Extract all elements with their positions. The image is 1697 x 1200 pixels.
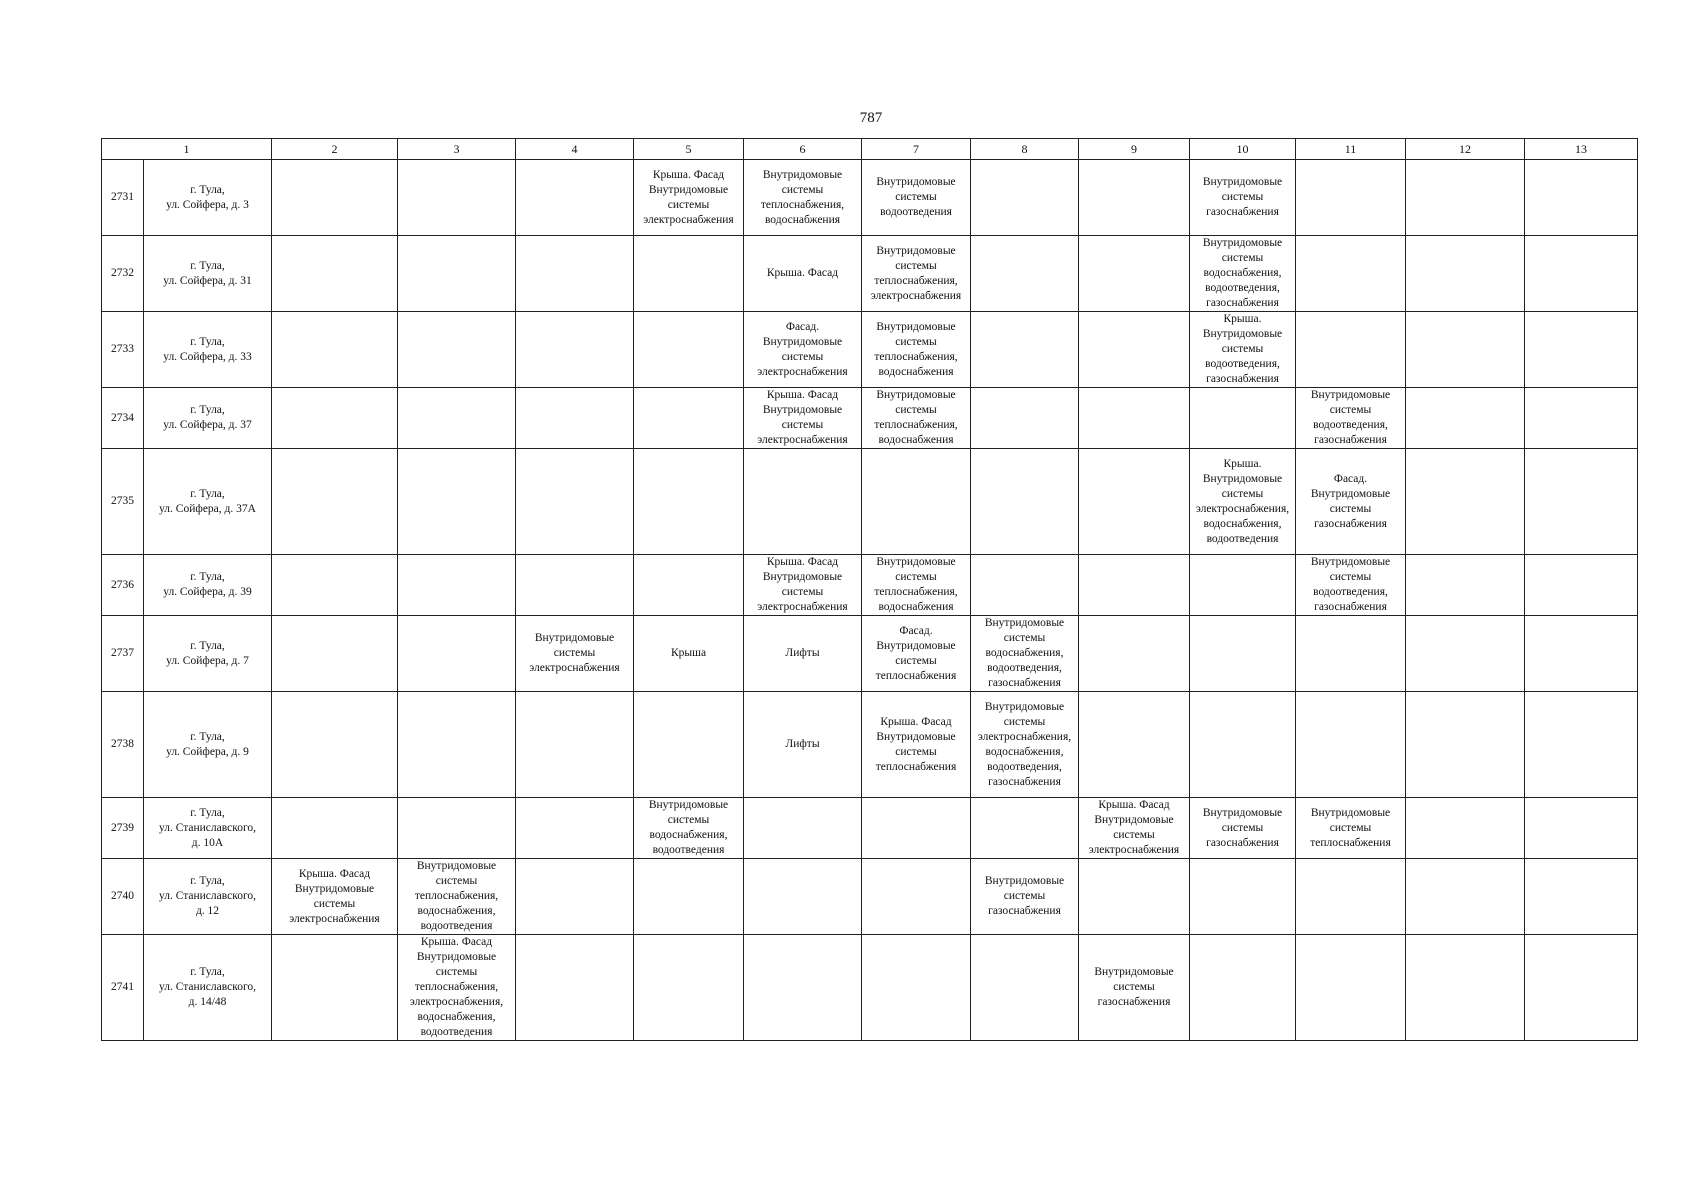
work-cell: [1079, 160, 1190, 236]
work-cell: [1525, 616, 1638, 692]
work-cell: [862, 692, 971, 798]
work-cell: [1190, 692, 1296, 798]
work-cell: [398, 616, 516, 692]
work-cell: [516, 798, 634, 859]
work-cell: [744, 160, 862, 236]
row-number: 2738: [102, 692, 144, 798]
work-cell: [634, 236, 744, 312]
address-cell: [144, 555, 272, 616]
work-cell: [634, 555, 744, 616]
work-cell: [398, 388, 516, 449]
table-row: [102, 449, 1638, 555]
work-cell: [1406, 236, 1525, 312]
work-cell: [744, 555, 862, 616]
work-cell: [1406, 555, 1525, 616]
work-text: Крыша: [670, 647, 707, 659]
work-cell: [862, 449, 971, 555]
work-cell: [1296, 935, 1406, 1041]
work-cell: [862, 798, 971, 859]
work-cell: [1079, 449, 1190, 555]
address-cell: [144, 798, 272, 859]
address-line: ул. Сойфера, д. 9: [166, 745, 249, 758]
work-text: Внутридомовые системы газоснабжения: [984, 875, 1065, 917]
work-cell: [1525, 312, 1638, 388]
address-cell: [144, 692, 272, 798]
table-row: [102, 312, 1638, 388]
work-cell: [398, 859, 516, 935]
work-cell: [862, 859, 971, 935]
address-line: г. Тула,: [190, 335, 225, 348]
address-line: ул. Сойфера, д. 33: [163, 350, 252, 363]
column-header: 10: [1190, 139, 1296, 160]
work-text: Внутридомовые системы газоснабжения: [1202, 806, 1283, 849]
work-cell: [1079, 312, 1190, 388]
column-header: 5: [634, 139, 744, 160]
work-cell: [1190, 160, 1296, 236]
work-cell: [634, 935, 744, 1041]
work-cell: [398, 236, 516, 312]
work-cell: [398, 449, 516, 555]
work-cell: [971, 555, 1079, 616]
housing-repair-table: [101, 138, 1638, 1041]
address-line: г. Тула,: [190, 183, 225, 196]
row-number: 2739: [102, 798, 144, 859]
address-cell: [144, 449, 272, 555]
work-cell: [516, 312, 634, 388]
work-cell: [272, 555, 398, 616]
address-line: ул. Сойфера, д. 31: [163, 274, 252, 287]
column-header: 1: [102, 139, 272, 160]
work-cell: [971, 236, 1079, 312]
address-line: ул. Станиславского,: [158, 981, 257, 993]
work-cell: [1296, 859, 1406, 935]
work-text: Крыша. Фасад Внутридомовые системы теплоснабжения, электроснабжения, водоснабжения, водоотведения: [409, 936, 504, 1038]
table-row: [102, 236, 1638, 312]
work-cell: [272, 859, 398, 935]
work-cell: [1296, 692, 1406, 798]
address-line: ул. Сойфера, д. 37А: [159, 502, 256, 515]
work-cell: [634, 616, 744, 692]
address-cell: [144, 935, 272, 1041]
work-cell: [1190, 616, 1296, 692]
work-cell: [1525, 160, 1638, 236]
work-text: Фасад. Внутридомовые системы электроснабжения: [757, 320, 848, 378]
row-number: 2734: [102, 388, 144, 449]
work-text: Внутридомовые системы водоснабжения, водоотведения, газоснабжения: [984, 617, 1065, 689]
work-cell: [1079, 555, 1190, 616]
work-cell: [1079, 236, 1190, 312]
work-cell: [516, 555, 634, 616]
work-cell: [1079, 616, 1190, 692]
work-text: Крыша. Фасад: [766, 267, 839, 279]
work-cell: [1190, 236, 1296, 312]
work-cell: [1525, 798, 1638, 859]
work-cell: [272, 312, 398, 388]
work-cell: [398, 312, 516, 388]
work-text: Внутридомовые системы теплоснабжения, водоснабжения: [874, 320, 958, 378]
work-cell: [1190, 555, 1296, 616]
row-number: 2733: [102, 312, 144, 388]
address-line: г. Тула,: [190, 571, 225, 583]
work-cell: [516, 449, 634, 555]
work-cell: [744, 859, 862, 935]
work-cell: [1079, 692, 1190, 798]
work-cell: [1525, 236, 1638, 312]
work-cell: [744, 935, 862, 1041]
work-cell: [272, 692, 398, 798]
row-number: 2741: [102, 935, 144, 1041]
work-cell: [634, 388, 744, 449]
work-cell: [634, 160, 744, 236]
work-cell: [272, 160, 398, 236]
address-line: д. 14/48: [188, 996, 227, 1008]
work-cell: [862, 555, 971, 616]
work-cell: [1406, 388, 1525, 449]
address-cell: [144, 616, 272, 692]
work-cell: [1296, 798, 1406, 859]
work-cell: [744, 692, 862, 798]
work-cell: [971, 859, 1079, 935]
work-cell: [272, 236, 398, 312]
table-row: [102, 388, 1638, 449]
work-text: Внутридомовые системы водоснабжения, водоотведения, газоснабжения: [1202, 237, 1283, 309]
work-cell: [398, 798, 516, 859]
work-text: Фасад. Внутридомовые системы газоснабжения: [1310, 472, 1391, 530]
work-cell: [862, 236, 971, 312]
work-cell: [744, 388, 862, 449]
address-cell: [144, 312, 272, 388]
work-text: Лифты: [785, 738, 820, 750]
work-text: Крыша. Фасад Внутридомовые системы электроснабжения: [757, 556, 848, 613]
row-number: 2732: [102, 236, 144, 312]
work-cell: [1079, 388, 1190, 449]
column-header: 12: [1406, 139, 1525, 160]
table-row: [102, 160, 1638, 236]
address-cell: [144, 160, 272, 236]
work-cell: [634, 312, 744, 388]
work-cell: [516, 616, 634, 692]
work-cell: [971, 616, 1079, 692]
work-cell: [1296, 449, 1406, 555]
work-cell: [516, 859, 634, 935]
address-line: г. Тула,: [190, 259, 225, 272]
work-cell: [1190, 449, 1296, 555]
work-text: Крыша. Фасад Внутридомовые системы электроснабжения: [1088, 799, 1180, 856]
work-cell: [1406, 160, 1525, 236]
work-cell: [398, 160, 516, 236]
work-text: Внутридомовые системы водоотведения, газоснабжения: [1310, 556, 1391, 613]
column-header: 8: [971, 139, 1079, 160]
work-cell: [1296, 236, 1406, 312]
address-cell: [144, 859, 272, 935]
work-cell: [634, 449, 744, 555]
work-text: Крыша. Внутридомовые системы водоотведения, газоснабжения: [1202, 313, 1283, 385]
address-line: д. 12: [195, 905, 220, 917]
column-number-row: [102, 139, 1638, 160]
column-header: 6: [744, 139, 862, 160]
work-cell: [862, 160, 971, 236]
column-header: 7: [862, 139, 971, 160]
work-cell: [398, 555, 516, 616]
address-line: ул. Сойфера, д. 3: [166, 198, 249, 211]
work-cell: [1190, 935, 1296, 1041]
work-cell: [1190, 859, 1296, 935]
work-text: Лифты: [785, 647, 820, 659]
work-cell: [862, 312, 971, 388]
work-cell: [971, 449, 1079, 555]
work-cell: [1296, 388, 1406, 449]
work-cell: [1190, 798, 1296, 859]
table-row: [102, 616, 1638, 692]
column-header: 3: [398, 139, 516, 160]
work-cell: [971, 692, 1079, 798]
work-cell: [1525, 692, 1638, 798]
work-cell: [516, 236, 634, 312]
page-number: 787: [859, 110, 883, 126]
work-cell: [1406, 935, 1525, 1041]
row-number: 2735: [102, 449, 144, 555]
address-line: г. Тула,: [190, 639, 225, 652]
address-line: ул. Станиславского,: [158, 890, 257, 902]
work-cell: [1406, 449, 1525, 555]
work-cell: [634, 692, 744, 798]
work-cell: [1296, 312, 1406, 388]
work-cell: [516, 388, 634, 449]
work-cell: [862, 388, 971, 449]
work-text: Внутридомовые системы теплоснабжения, водоснабжения, водоотведения: [414, 860, 499, 932]
work-text: Крыша. Фасад Внутридомовые системы электроснабжения: [643, 168, 734, 226]
work-cell: [272, 935, 398, 1041]
work-cell: [1525, 555, 1638, 616]
work-text: Крыша. Фасад Внутридомовые системы электроснабжения: [289, 867, 380, 925]
work-cell: [398, 935, 516, 1041]
address-line: г. Тула,: [190, 730, 225, 743]
address-line: ул. Станиславского,: [158, 821, 257, 834]
work-cell: [1296, 555, 1406, 616]
address-line: г. Тула,: [190, 404, 225, 416]
work-cell: [516, 692, 634, 798]
table-row: [102, 555, 1638, 616]
row-number: 2736: [102, 555, 144, 616]
work-cell: [1525, 935, 1638, 1041]
work-text: Внутридомовые системы теплоснабжения, водоснабжения: [760, 168, 845, 226]
work-cell: [1296, 616, 1406, 692]
work-cell: [1296, 160, 1406, 236]
work-cell: [971, 312, 1079, 388]
column-header: 11: [1296, 139, 1406, 160]
work-cell: [398, 692, 516, 798]
work-cell: [1525, 388, 1638, 449]
work-text: Внутридомовые системы теплоснабжения, водоснабжения: [874, 389, 958, 446]
column-header: 9: [1079, 139, 1190, 160]
work-cell: [744, 798, 862, 859]
work-cell: [1079, 798, 1190, 859]
column-header: 13: [1525, 139, 1638, 160]
work-cell: [971, 160, 1079, 236]
work-text: Фасад. Внутридомовые системы теплоснабжения: [875, 624, 957, 682]
table-row: [102, 692, 1638, 798]
work-cell: [1525, 859, 1638, 935]
work-cell: [634, 859, 744, 935]
work-text: Внутридомовые системы электроснабжения: [529, 632, 620, 674]
address-line: г. Тула,: [190, 966, 225, 978]
work-cell: [744, 616, 862, 692]
work-text: Крыша. Внутридомовые системы электроснабжения, водоснабжения, водоотведения: [1195, 457, 1290, 545]
work-cell: [971, 388, 1079, 449]
work-text: Внутридомовые системы теплоснабжения, водоснабжения: [874, 556, 958, 613]
row-number: 2731: [102, 160, 144, 236]
work-text: Внутридомовые системы водоотведения, газоснабжения: [1310, 389, 1391, 446]
work-cell: [1525, 449, 1638, 555]
work-text: Внутридомовые системы теплоснабжения, электроснабжения: [870, 244, 962, 302]
row-number: 2740: [102, 859, 144, 935]
address-line: ул. Сойфера, д. 37: [163, 419, 252, 431]
work-text: Внутридомовые системы электроснабжения, водоснабжения, водоотведения, газоснабжения: [977, 700, 1072, 788]
work-cell: [1406, 798, 1525, 859]
work-text: Внутридомовые системы теплоснабжения: [1310, 806, 1391, 849]
work-text: Крыша. Фасад Внутридомовые системы электроснабжения: [757, 389, 848, 446]
work-cell: [272, 616, 398, 692]
address-line: ул. Сойфера, д. 39: [163, 586, 252, 598]
column-header: 4: [516, 139, 634, 160]
address-cell: [144, 236, 272, 312]
work-text: Внутридомовые системы газоснабжения: [1202, 176, 1283, 218]
work-cell: [634, 798, 744, 859]
work-cell: [272, 798, 398, 859]
address-line: г. Тула,: [190, 875, 225, 887]
work-cell: [516, 160, 634, 236]
work-cell: [1406, 859, 1525, 935]
work-cell: [1406, 312, 1525, 388]
work-text: Внутридомовые системы водоотведения: [876, 176, 956, 218]
work-cell: [272, 449, 398, 555]
work-cell: [744, 236, 862, 312]
address-line: д. 10А: [191, 836, 224, 849]
work-cell: [516, 935, 634, 1041]
table-row: [102, 935, 1638, 1041]
work-cell: [971, 935, 1079, 1041]
work-cell: [1406, 616, 1525, 692]
work-cell: [1079, 935, 1190, 1041]
address-cell: [144, 388, 272, 449]
work-cell: [862, 935, 971, 1041]
work-cell: [1079, 859, 1190, 935]
address-line: ул. Сойфера, д. 7: [166, 654, 249, 667]
table-row: [102, 798, 1638, 859]
work-cell: [971, 798, 1079, 859]
work-text: Внутридомовые системы газоснабжения: [1094, 966, 1174, 1008]
address-line: г. Тула,: [190, 487, 225, 500]
work-cell: [1190, 312, 1296, 388]
work-cell: [272, 388, 398, 449]
row-number: 2737: [102, 616, 144, 692]
work-cell: [862, 616, 971, 692]
work-text: Внутридомовые системы водоснабжения, водоотведения: [648, 799, 729, 856]
work-cell: [1406, 692, 1525, 798]
work-cell: [744, 449, 862, 555]
table-row: [102, 859, 1638, 935]
work-cell: [744, 312, 862, 388]
column-header: 2: [272, 139, 398, 160]
work-text: Крыша. Фасад Внутридомовые системы теплоснабжения: [875, 715, 957, 773]
work-cell: [1190, 388, 1296, 449]
address-line: г. Тула,: [190, 806, 225, 819]
